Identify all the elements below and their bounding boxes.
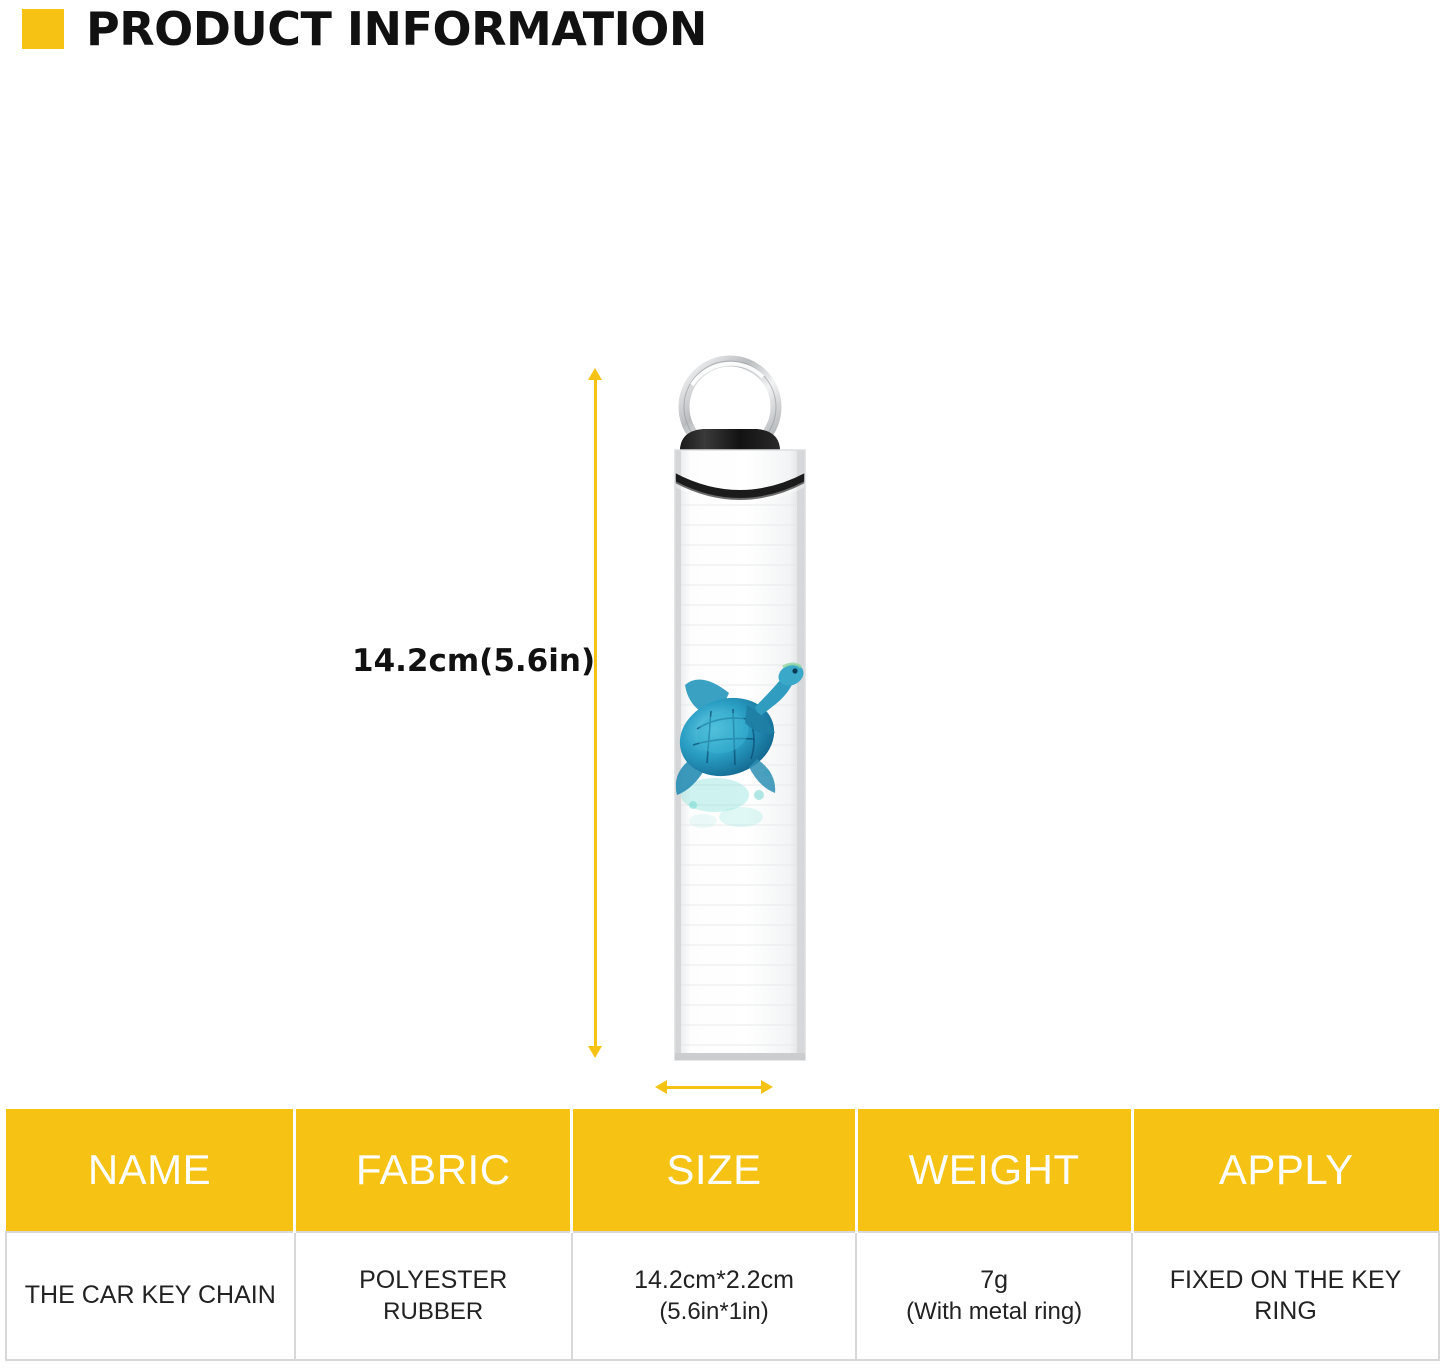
cell-fabric-line1: POLYESTER [359, 1266, 508, 1295]
width-dimension-arrow [655, 1080, 773, 1094]
cell-name [6, 1232, 295, 1360]
cell-apply-text: FIXED ON THE KEY RING [1169, 1265, 1402, 1325]
cell-weight-line2: (With metal ring) [906, 1297, 1083, 1325]
arrow-line [663, 1086, 765, 1089]
table-row [6, 1232, 1439, 1360]
cell-apply [1132, 1232, 1439, 1360]
column-header-weight: WEIGHT [856, 1109, 1132, 1232]
height-dimension-label: 14.2cm(5.6in) [352, 643, 596, 679]
arrow-head-right-icon [761, 1080, 773, 1094]
height-dimension-arrow [588, 368, 602, 1058]
cell-weight [856, 1232, 1132, 1360]
cell-size-line2: (5.6in*1in) [659, 1297, 769, 1325]
cell-size [572, 1232, 856, 1360]
table-header-row [6, 1109, 1439, 1232]
cell-size-line1: 14.2cm*2.2cm [634, 1266, 794, 1295]
cell-weight-line1: 7g [980, 1266, 1009, 1295]
page-header [22, 0, 707, 58]
column-header-name: NAME [6, 1109, 295, 1232]
cell-fabric-line2: RUBBER [383, 1297, 484, 1325]
cell-name-text: THE CAR KEY CHAIN [24, 1281, 276, 1310]
arrow-head-down-icon [588, 1046, 602, 1058]
column-header-fabric: FABRIC [295, 1109, 572, 1232]
page-title: PRODUCT INFORMATION [86, 2, 707, 56]
column-header-size: SIZE [572, 1109, 856, 1232]
cell-fabric [295, 1232, 572, 1360]
product-spec-table [5, 1109, 1440, 1361]
product-illustration-area [0, 130, 1445, 1080]
column-header-apply: APPLY [1132, 1109, 1439, 1232]
header-accent-swatch [22, 9, 64, 49]
product-image [645, 355, 845, 1080]
arrow-line [594, 376, 597, 1050]
